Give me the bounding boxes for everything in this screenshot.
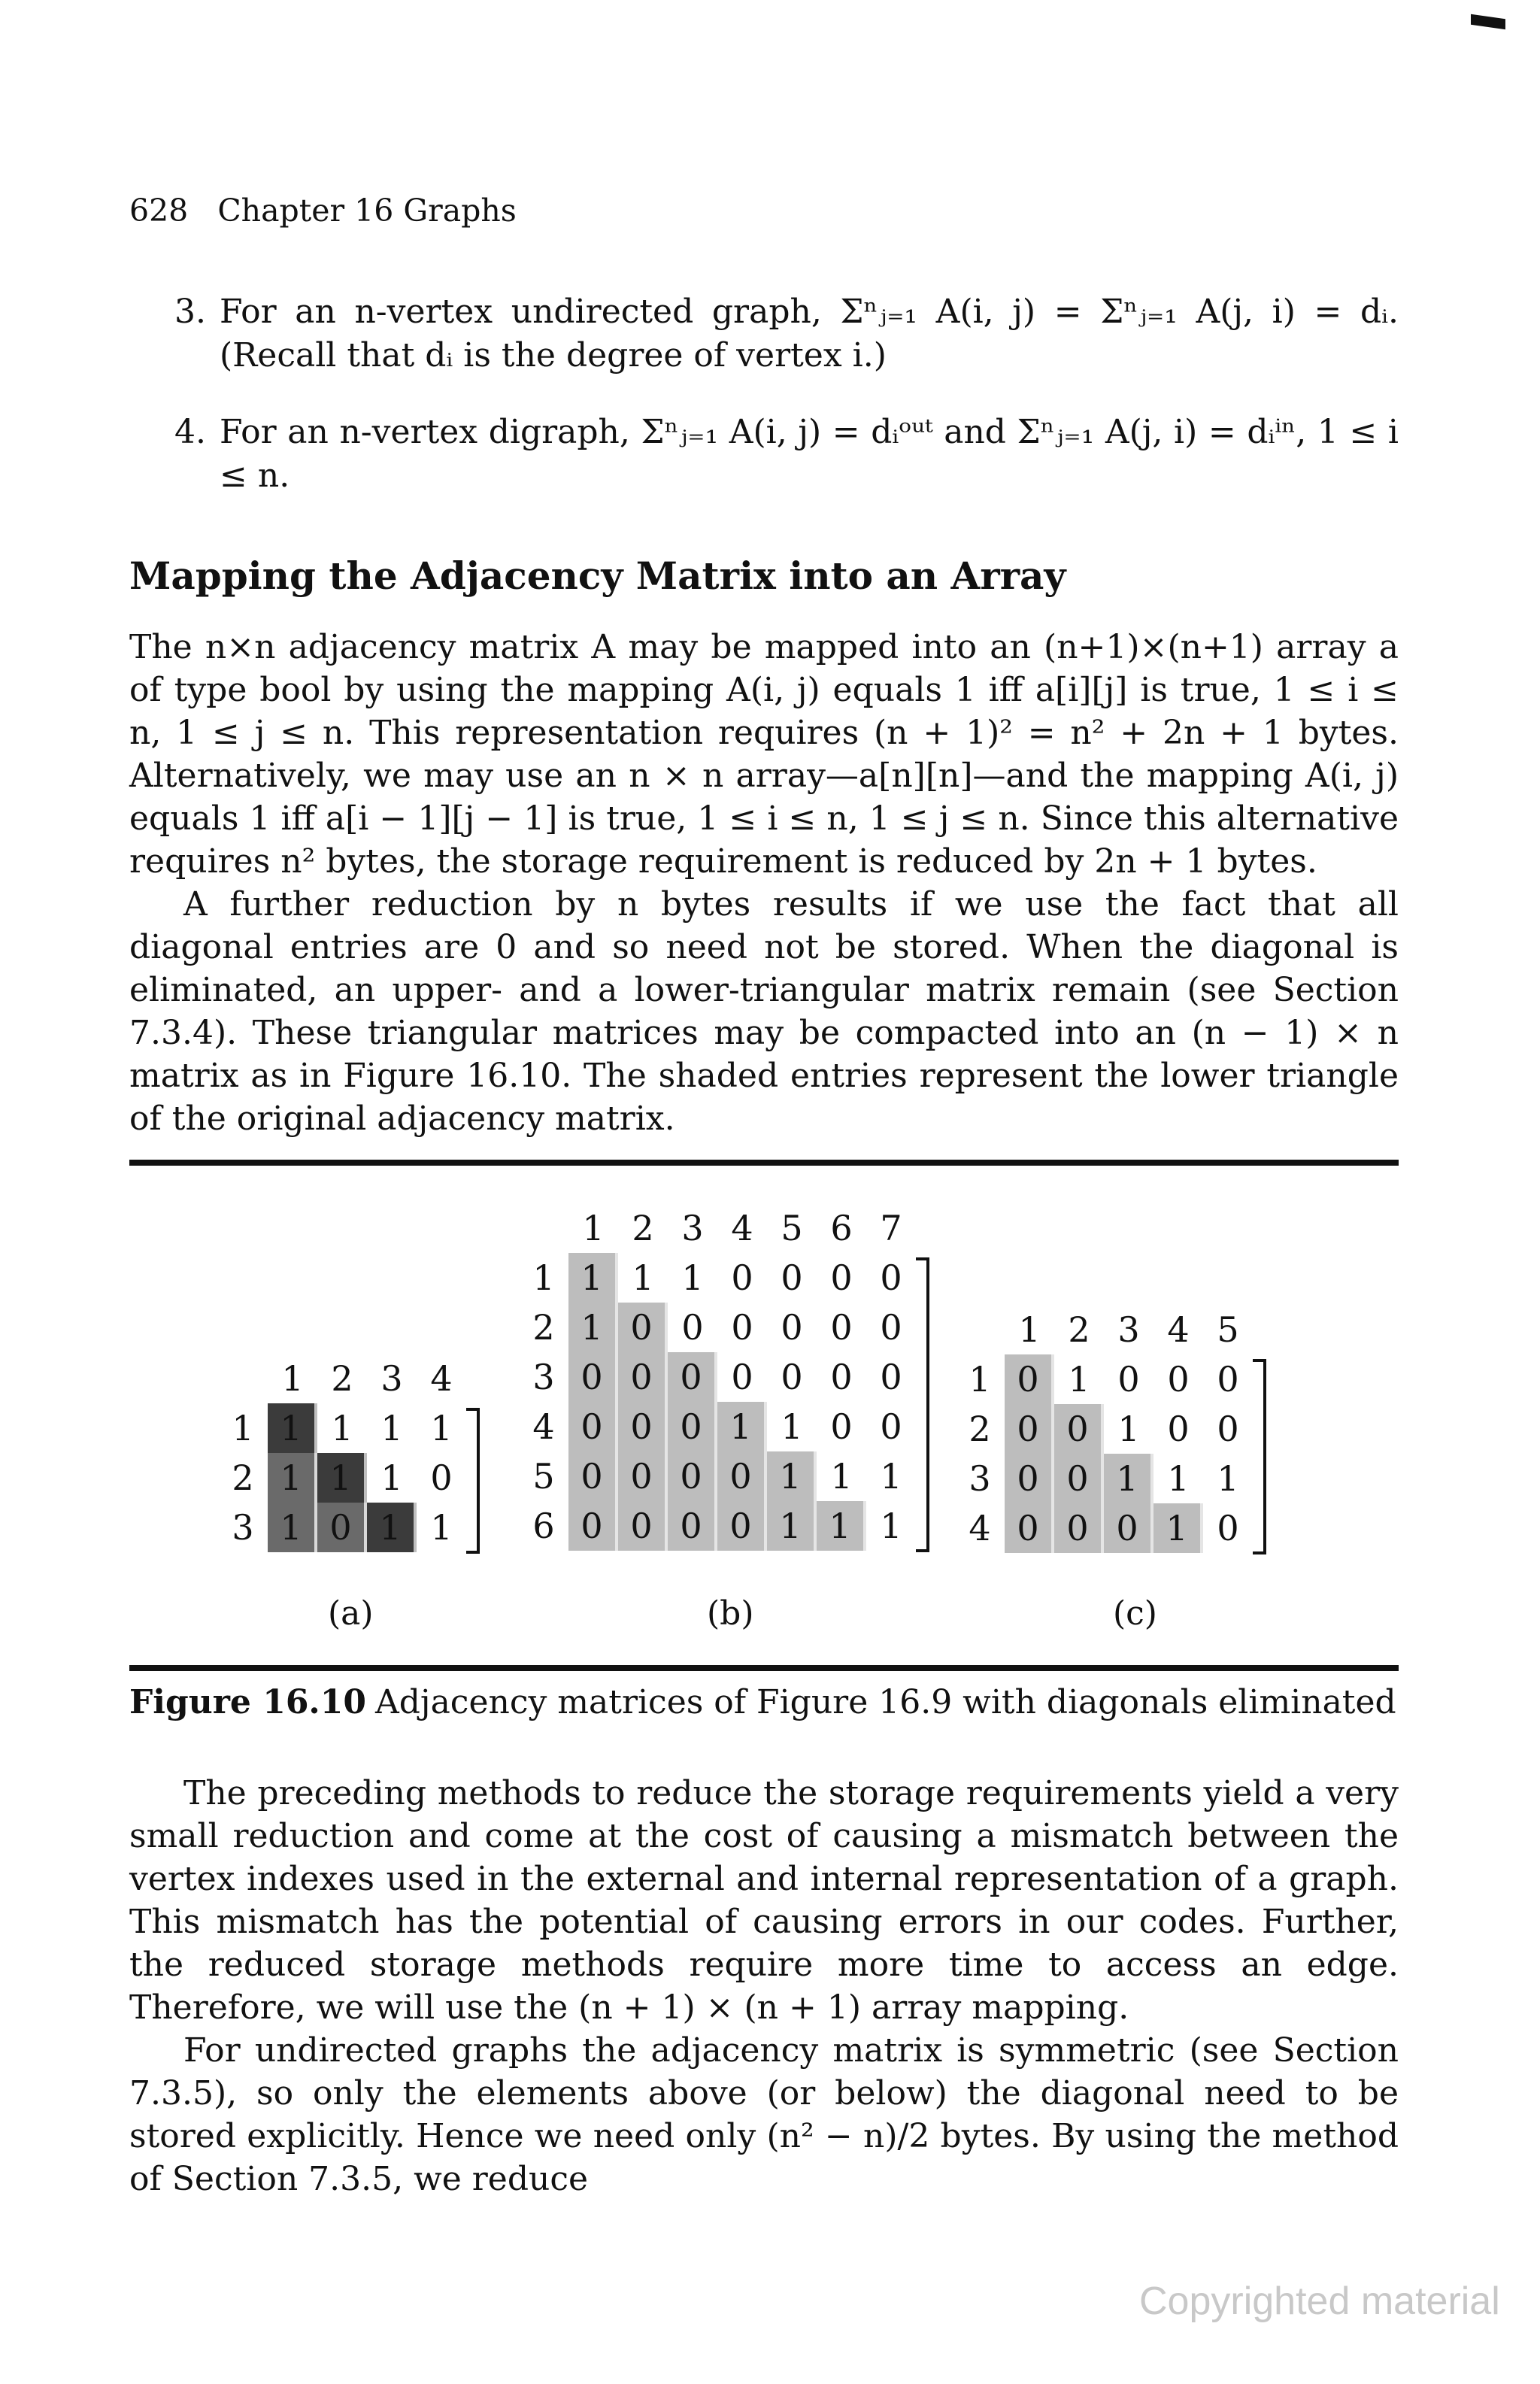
row-header: 4 bbox=[969, 1508, 991, 1548]
paragraph-1: The n×n adjacency matrix A may be mapped into an (n+1)×(n+1) array a of type bool by using the mapping A(i, j) equals 1 iff a[i][j] is true, 1 ≤ i ≤ n, 1 ≤ j ≤ n. This representation requires (n + 1)² = n² + 2n + 1 bytes. Alternatively, we may use an n × n array—a[n][n]—and the mapping A(i, j) equals 1 iff a[i − 1][j − 1] is true, 1 ≤ i ≤ n, 1 ≤ j ≤ n. Since this alternative requires n² bytes, the storage requirement is reduced by 2n + 1 bytes. bbox=[129, 628, 1399, 881]
matrix-cell: 0 bbox=[1005, 1404, 1054, 1454]
matrix-cell: 0 bbox=[430, 1457, 453, 1498]
paragraph-4: For undirected graphs the adjacency matrix is symmetric (see Section 7.3.5), so only the elements above (or below) the diagonal need to be stored explicitly. Hence we need only (n² − n)/2 bytes. By using the method of Section 7.3.5, we reduce bbox=[129, 2031, 1399, 2198]
matrix-cell: 1 bbox=[1167, 1458, 1190, 1499]
matrix-cell: 0 bbox=[717, 1451, 767, 1501]
matrix-cell: 0 bbox=[668, 1451, 717, 1501]
row-header: 5 bbox=[532, 1456, 555, 1497]
matrix-cell: 0 bbox=[1217, 1508, 1239, 1548]
matrix-cell: 0 bbox=[618, 1402, 668, 1451]
matrix-cell: 0 bbox=[1054, 1454, 1104, 1503]
matrix-cell: 0 bbox=[830, 1406, 853, 1447]
watermark: Copyrighted material bbox=[1139, 2279, 1500, 2323]
column-header: 3 bbox=[380, 1358, 403, 1399]
matrix-cell: 0 bbox=[830, 1307, 853, 1348]
caption-text: Adjacency matrices of Figure 16.9 with diagonals eliminated bbox=[374, 1683, 1396, 1721]
subfigure-label: (c) bbox=[1113, 1594, 1157, 1633]
matrix-cell: 0 bbox=[568, 1501, 618, 1551]
row-header: 3 bbox=[969, 1458, 991, 1499]
matrix-cell: 1 bbox=[1068, 1359, 1090, 1400]
matrix-cell: 0 bbox=[880, 1406, 902, 1447]
matrix-cell: 0 bbox=[1005, 1454, 1054, 1503]
matrix-cell: 1 bbox=[380, 1408, 403, 1448]
column-header: 1 bbox=[582, 1208, 605, 1248]
matrix-cell: 0 bbox=[668, 1402, 717, 1451]
matrix-cell: 0 bbox=[1167, 1409, 1190, 1449]
matrix-cell: 1 bbox=[367, 1503, 417, 1552]
column-header: 4 bbox=[1167, 1309, 1190, 1350]
column-header: 3 bbox=[681, 1208, 704, 1248]
matrix-cell: 0 bbox=[668, 1501, 717, 1551]
matrix-cell: 0 bbox=[731, 1307, 753, 1348]
column-header: 3 bbox=[1117, 1309, 1140, 1350]
figure-caption bbox=[129, 1683, 1396, 1721]
matrix-cell: 0 bbox=[568, 1352, 618, 1402]
matrix-cell: 1 bbox=[1104, 1454, 1153, 1503]
row-header: 4 bbox=[532, 1406, 555, 1447]
row-header: 2 bbox=[532, 1307, 555, 1348]
matrix-cell: 1 bbox=[781, 1406, 803, 1447]
subfigure-label: (a) bbox=[328, 1594, 374, 1633]
matrix-cell: 1 bbox=[1153, 1503, 1203, 1553]
matrix-cell: 0 bbox=[681, 1307, 704, 1348]
column-header: 4 bbox=[430, 1358, 453, 1399]
matrix-cell: 1 bbox=[681, 1257, 704, 1298]
matrix-cell: 1 bbox=[817, 1501, 866, 1551]
matrix-cell: 0 bbox=[1104, 1503, 1153, 1553]
matrix-cell: 1 bbox=[767, 1501, 817, 1551]
column-header: 6 bbox=[830, 1208, 853, 1248]
matrix-cell: 0 bbox=[568, 1451, 618, 1501]
matrix-cell: 1 bbox=[880, 1506, 902, 1546]
matrix-cell: 0 bbox=[830, 1357, 853, 1397]
caption-label: Figure 16.10 bbox=[129, 1683, 366, 1721]
row-header: 1 bbox=[969, 1359, 991, 1400]
matrix-cell: 1 bbox=[568, 1253, 618, 1303]
figure-bottom-rule bbox=[129, 1665, 1399, 1671]
matrix-cell: 0 bbox=[880, 1257, 902, 1298]
list-text: For an n-vertex undirected graph, Σⁿⱼ₌₁ A(i, j) = Σⁿⱼ₌₁ A(j, i) = dᵢ. (Recall that dᵢ is the degree of vertex i.) bbox=[220, 293, 1399, 375]
chapter-title: Chapter 16 Graphs bbox=[217, 193, 517, 229]
matrix-cell: 0 bbox=[731, 1357, 753, 1397]
matrix-cell: 0 bbox=[568, 1402, 618, 1451]
row-header: 1 bbox=[232, 1408, 254, 1448]
matrix-cell: 1 bbox=[268, 1503, 317, 1552]
row-header: 3 bbox=[232, 1507, 254, 1548]
column-header: 2 bbox=[331, 1358, 353, 1399]
matrix-cell: 0 bbox=[830, 1257, 853, 1298]
matrix-cell: 0 bbox=[1167, 1359, 1190, 1400]
matrix-cell: 0 bbox=[781, 1257, 803, 1298]
matrix-cell: 1 bbox=[632, 1257, 654, 1298]
matrix-cell: 1 bbox=[568, 1303, 618, 1352]
matrix-cell: 0 bbox=[880, 1307, 902, 1348]
matrix-cell: 0 bbox=[618, 1303, 668, 1352]
matrix-cell: 0 bbox=[1117, 1359, 1140, 1400]
matrix-cell: 0 bbox=[1005, 1503, 1054, 1553]
matrix-cell: 0 bbox=[668, 1352, 717, 1402]
matrix-cell: 0 bbox=[731, 1257, 753, 1298]
column-header: 2 bbox=[1068, 1309, 1090, 1350]
list-text: For an n-vertex digraph, Σⁿⱼ₌₁ A(i, j) = dᵢᵒᵘᵗ and Σⁿⱼ₌₁ A(j, i) = dᵢⁱⁿ, 1 ≤ i ≤ n. bbox=[220, 413, 1399, 495]
row-header: 2 bbox=[232, 1457, 254, 1498]
matrix-cell: 0 bbox=[317, 1503, 367, 1552]
matrix-cell: 1 bbox=[268, 1453, 317, 1503]
matrix-cell: 0 bbox=[781, 1307, 803, 1348]
matrix-bracket bbox=[466, 1408, 480, 1554]
row-header: 1 bbox=[532, 1257, 555, 1298]
column-header: 5 bbox=[1217, 1309, 1239, 1350]
matrix-cell: 1 bbox=[717, 1402, 767, 1451]
matrix-cell: 0 bbox=[1054, 1503, 1104, 1553]
matrix-cell: 0 bbox=[1005, 1354, 1054, 1404]
matrix-bracket bbox=[916, 1257, 929, 1552]
matrix-cell: 0 bbox=[618, 1501, 668, 1551]
matrix-cell: 0 bbox=[1217, 1409, 1239, 1449]
matrix-cell: 1 bbox=[1217, 1458, 1239, 1499]
matrix-cell: 1 bbox=[430, 1408, 453, 1448]
matrix-cell: 1 bbox=[1117, 1409, 1140, 1449]
subfigure-label: (b) bbox=[707, 1594, 754, 1633]
row-header: 6 bbox=[532, 1506, 555, 1546]
column-header: 4 bbox=[731, 1208, 753, 1248]
matrix-cell: 1 bbox=[380, 1457, 403, 1498]
column-header: 2 bbox=[632, 1208, 654, 1248]
column-header: 7 bbox=[880, 1208, 902, 1248]
matrix-cell: 1 bbox=[317, 1453, 367, 1503]
matrix-cell: 1 bbox=[430, 1507, 453, 1548]
column-header: 5 bbox=[781, 1208, 803, 1248]
matrix-cell: 0 bbox=[880, 1357, 902, 1397]
paragraph-2: A further reduction by n bytes results if we use the fact that all diagonal entries are 0 and so need not be stored. When the diagonal is eliminated, an upper- and a lower-triangular matrix remain (see Section 7.3.4). These triangular matrices may be compacted into an (n − 1) × n matrix as in Figure 16.10. The shaded entries represent the lower triangle of the original adjacency matrix. bbox=[129, 885, 1399, 1138]
paragraph-3: The preceding methods to reduce the storage requirements yield a very small reduction and come at the cost of causing a mismatch between the vertex indexes used in the external and internal representation of a graph. This mismatch has the potential of causing errors in our codes. Further, the reduced storage methods require more time to access an edge. Therefore, we will use the (n + 1) × (n + 1) array mapping. bbox=[129, 1774, 1399, 2027]
column-header: 1 bbox=[281, 1358, 304, 1399]
matrix-cell: 1 bbox=[268, 1403, 317, 1453]
matrix-cell: 0 bbox=[781, 1357, 803, 1397]
matrix-cell: 1 bbox=[767, 1451, 817, 1501]
matrix-cell: 0 bbox=[1217, 1359, 1239, 1400]
section-heading: Mapping the Adjacency Matrix into an Array bbox=[129, 554, 1066, 598]
list-number: 3. bbox=[174, 293, 206, 331]
page-number: 628 bbox=[129, 193, 189, 229]
list-number: 4. bbox=[174, 413, 206, 451]
matrix-cell: 1 bbox=[880, 1456, 902, 1497]
row-header: 2 bbox=[969, 1409, 991, 1449]
row-header: 3 bbox=[532, 1357, 555, 1397]
matrix-cell: 0 bbox=[1054, 1404, 1104, 1454]
matrix-cell: 0 bbox=[717, 1501, 767, 1551]
matrix-bracket bbox=[1253, 1359, 1266, 1554]
matrix-cell: 0 bbox=[618, 1451, 668, 1501]
matrix-cell: 1 bbox=[830, 1456, 853, 1497]
matrix-cell: 1 bbox=[331, 1408, 353, 1448]
matrix-cell: 0 bbox=[618, 1352, 668, 1402]
column-header: 1 bbox=[1018, 1309, 1041, 1350]
